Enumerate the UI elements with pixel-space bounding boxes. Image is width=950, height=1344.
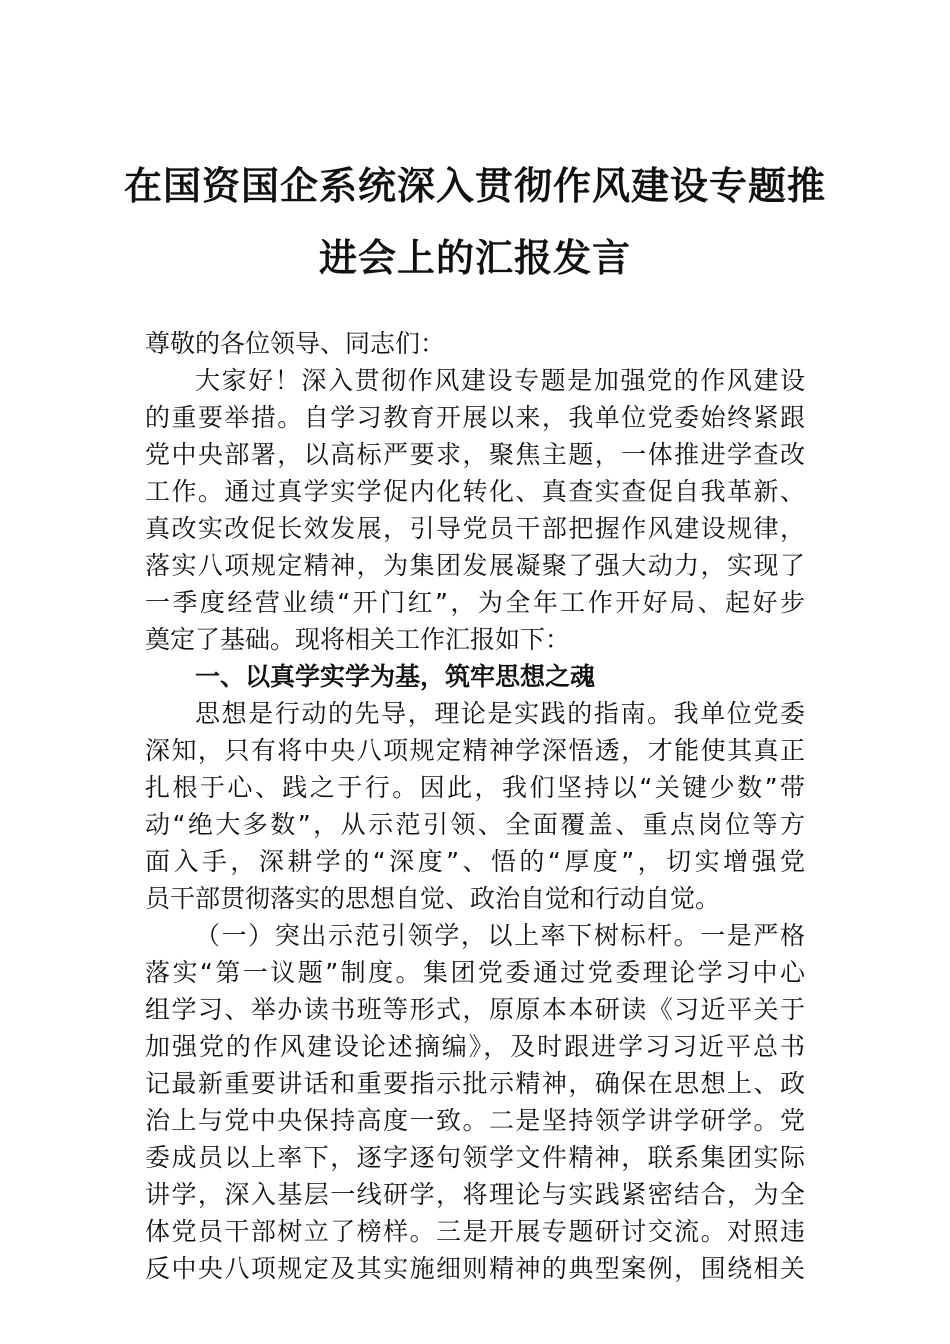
paragraph-3-line: 记最新重要讲话和重要指示批示精神，确保在思想上、政 — [145, 1069, 805, 1098]
paragraph-3-line: 加强党的作风建设论述摘编》，及时跟进学习习近平总书 — [145, 1032, 805, 1061]
paragraph-1-line: 工作。通过真学实学促内化转化、真查实查促自我革新、 — [145, 477, 805, 506]
paragraph-3-line: （一）突出示范引领学，以上率下树标杆。一是严格 — [195, 921, 805, 950]
paragraph-3-line: 体党员干部树立了榜样。三是开展专题研讨交流。对照违 — [145, 1217, 805, 1246]
paragraph-1-line: 的重要举措。自学习教育开展以来，我单位党委始终紧跟 — [145, 403, 805, 432]
section-1-heading: 一、以真学实学为基，筑牢思想之魂 — [195, 662, 596, 691]
paragraph-2-line: 动“绝大多数”，从示范引领、全面覆盖、重点岗位等方 — [145, 810, 805, 839]
paragraph-1-line: 奠定了基础。现将相关工作汇报如下： — [145, 625, 571, 654]
document-title-line-1: 在国资国企系统深入贯彻作风建设专题推 — [123, 163, 826, 208]
paragraph-1-line: 一季度经营业绩“开门红”，为全年工作开好局、起好步 — [145, 588, 805, 617]
paragraph-2-line: 思想是行动的先导，理论是实践的指南。我单位党委 — [195, 699, 805, 728]
paragraph-3-line: 治上与党中央保持高度一致。二是坚持领学讲学研学。党 — [145, 1106, 805, 1135]
paragraph-2-line: 面入手，深耕学的“深度”、悟的“厚度”，切实增强党 — [145, 847, 805, 876]
paragraph-3-line: 反中央八项规定及其实施细则精神的典型案例，围绕相关 — [145, 1254, 805, 1283]
paragraph-2-line: 员干部贯彻落实的思想自觉、政治自觉和行动自觉。 — [145, 884, 721, 913]
document-title-line-2: 进会上的汇报发言 — [318, 235, 631, 280]
greeting: 尊敬的各位领导、同志们： — [145, 329, 446, 358]
paragraph-1-line: 党中央部署，以高标严要求，聚焦主题，一体推进学查改 — [145, 440, 805, 469]
paragraph-3-line: 委成员以上率下，逐字逐句领学文件精神，联系集团实际 — [145, 1143, 805, 1172]
paragraph-1-line: 落实八项规定精神，为集团发展凝聚了强大动力，实现了 — [145, 551, 805, 580]
paragraph-3-line: 组学习、举办读书班等形式，原原本本研读《习近平关于 — [145, 995, 805, 1024]
paragraph-3-line: 落实“第一议题”制度。集团党委通过党委理论学习中心 — [145, 958, 805, 987]
paragraph-1-line: 大家好！深入贯彻作风建设专题是加强党的作风建设 — [195, 366, 805, 395]
paragraph-2-line: 深知，只有将中央八项规定精神学深悟透，才能使其真正 — [145, 736, 805, 765]
paragraph-2-line: 扎根于心、践之于行。因此，我们坚持以“关键少数”带 — [145, 773, 805, 802]
paragraph-1-line: 真改实改促长效发展，引导党员干部把握作风建设规律， — [145, 514, 805, 543]
paragraph-3-line: 讲学，深入基层一线研学，将理论与实践紧密结合，为全 — [145, 1180, 805, 1209]
